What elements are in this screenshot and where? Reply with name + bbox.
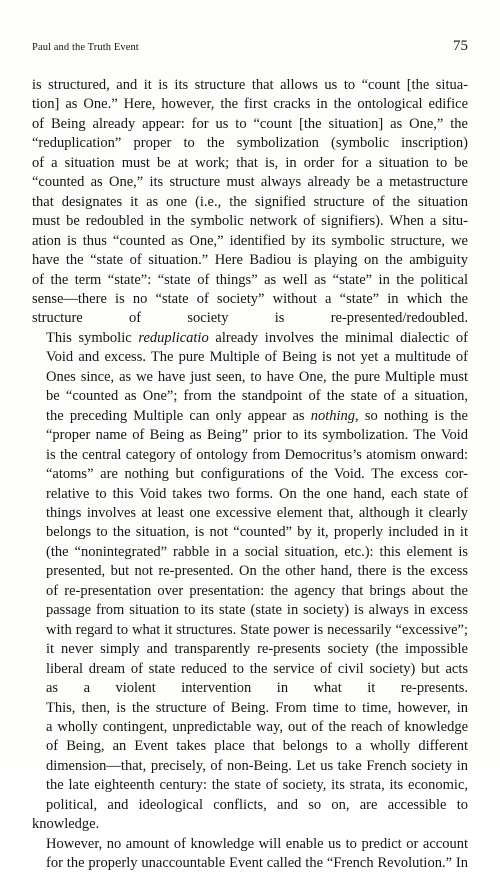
text-line: a wholly contingent, unpredictable way, out of the reach of knowledge: [46, 718, 468, 735]
text-line: of Being already appear: for us to “count [the situation] as One,” the: [32, 115, 468, 132]
text-line: of Being, an Event takes place that belongs to a wholly different: [46, 738, 468, 755]
text-line: it never simply and transparently re-presents society (the impossible: [46, 641, 468, 658]
text-line: Void and excess. The pure Multiple of Being is not yet a multitude of: [46, 349, 468, 366]
text-line: is structured, and it is its structure that allows us to “count [the situa-: [32, 77, 468, 93]
text-line: things involves at least one excessive element that, although it clearly: [46, 504, 468, 521]
text-line: dimension—that, precisely, of non-Being. Let us take French society in: [46, 757, 468, 774]
text-line: “proper name of Being as Being” prior to its symbolization. The Void: [46, 427, 468, 444]
text-line: passage from situation to its state (state in society) is always in excess: [46, 602, 468, 619]
text-line: “counted as One,” its structure must always already be a metastructure: [32, 174, 468, 191]
paragraph-3: [32, 699, 468, 874]
text-line: Ones since, as we have just seen, to have One, the pure Multiple must: [46, 368, 468, 385]
text-line: that designates it as one (i.e., the signified structure of the situation: [32, 193, 468, 210]
text-line: ation is thus “counted as One,” identified by its symbolic structure, we: [32, 232, 468, 249]
body-text: [32, 76, 468, 874]
text-line: belongs to the situation, is not “counted” by it, properly included in it: [46, 524, 468, 541]
page-number: 75: [453, 38, 468, 54]
running-head: Paul and the Truth Event: [32, 42, 139, 53]
text-line: must be redoubled in the symbolic network of signifiers). When a situ-: [32, 213, 468, 230]
text-line: is the central category of ontology from Democritus’s atomism onward:: [46, 446, 468, 463]
text-line: of the term “state”: “state of things” as well as “state” in the political: [32, 271, 468, 288]
text-line: This, then, is the structure of Being. From time to time, however, in: [46, 699, 468, 716]
text-line: sense—there is no “state of society” without a “state” in which the: [32, 290, 468, 307]
text-line: have the “state of situation.” Here Badiou is playing on the ambiguity: [32, 252, 468, 269]
text-line: However, no amount of knowledge will enable us to predict or account: [46, 835, 468, 852]
text-line: of a situation must be at work; that is, in order for a situation to be: [32, 154, 468, 171]
text-line: the late eighteenth century: the state of society, its strata, its economic,: [46, 777, 468, 794]
text-line: “reduplication” proper to the symbolization (symbolic inscription): [32, 135, 468, 152]
paragraph-2: [32, 329, 468, 699]
text-line: with regard to what it structures. State power is necessarily “excessive”;: [46, 621, 468, 638]
page-header: [32, 38, 468, 60]
text-line: This symbolic reduplicatio already involves the minimal dialectic of: [46, 329, 469, 346]
text-line: structure of society is re-presented/redoubled.: [32, 310, 468, 327]
paragraph-1: [32, 76, 468, 329]
text-line: relative to this Void takes two forms. On the one hand, each state of: [46, 485, 468, 502]
text-line: (the “nonintegrated” rabble in a social situation, etc.): this element is: [46, 543, 468, 560]
text-line: presented, but not re-presented. On the other hand, there is the excess: [46, 563, 468, 580]
text-line: the preceding Multiple can only appear as nothing, so nothing is the: [46, 407, 468, 424]
text-line: be “counted as One”; from the standpoint of the state of a situation,: [46, 388, 468, 405]
text-line: of re-presentation over presentation: the agency that brings about the: [46, 582, 468, 599]
text-line: political, and ideological conflicts, and so on, are accessible to knowledge.: [32, 796, 468, 833]
text-line: as a violent intervention in what it re-presents.: [46, 680, 468, 697]
text-line: tion] as One.” Here, however, the first cracks in the ontological edifice: [32, 96, 468, 113]
text-line: “atoms” are nothing but configurations of the Void. The excess cor-: [46, 466, 468, 483]
text-line: for the properly unaccountable Event called the “French Revolution.” In: [46, 855, 468, 872]
text-line: liberal dream of state reduced to the service of civil society) but acts: [46, 660, 468, 677]
